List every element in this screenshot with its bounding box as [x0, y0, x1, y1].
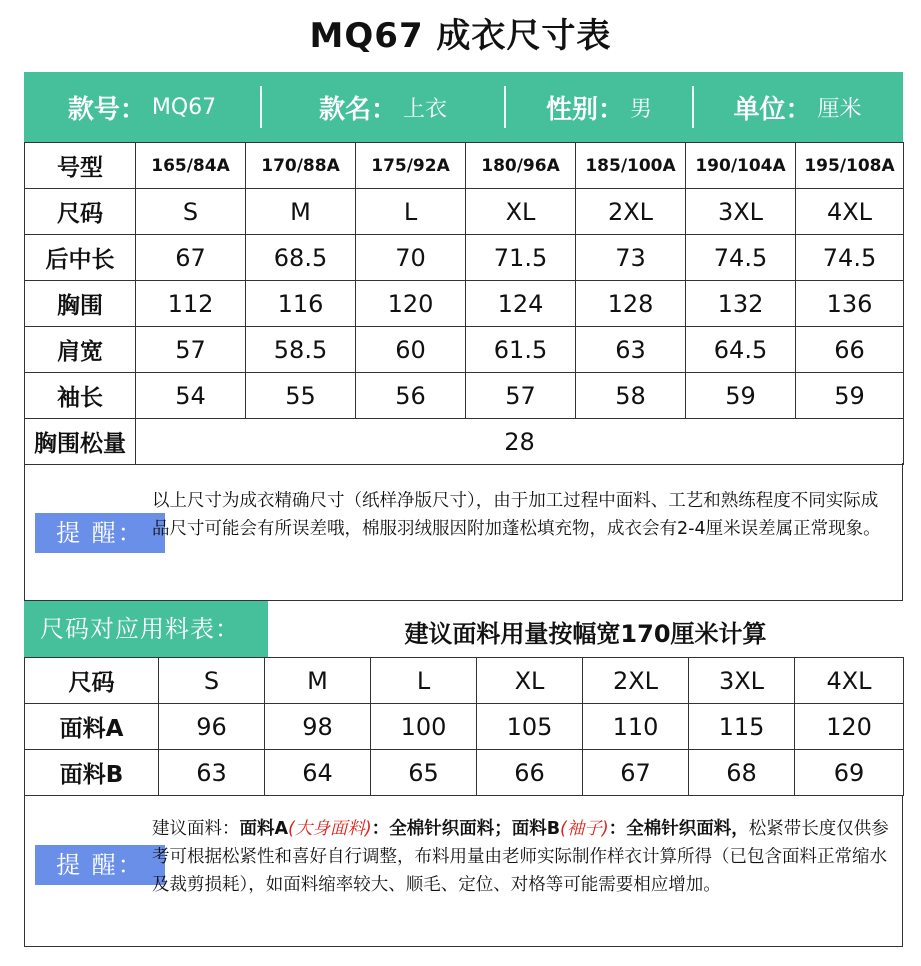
- reminder-box: [24, 463, 903, 601]
- size-cell: 74.5: [796, 235, 904, 281]
- fabric-section-tab: 尺码对应用料表：: [24, 601, 268, 657]
- fabric-cell: XL: [477, 658, 583, 704]
- fabric-reminder-tag: 提 醒：: [35, 845, 165, 885]
- unit-value: 厘米: [817, 96, 862, 122]
- size-cell: 66: [796, 327, 904, 373]
- size-cell: S: [136, 189, 246, 235]
- fabric-reminder-box: [24, 795, 903, 947]
- fabric-cell: 66: [477, 750, 583, 796]
- size-cell: 3XL: [686, 189, 796, 235]
- size-row: [25, 235, 904, 281]
- size-cell: 190/104A: [686, 143, 796, 189]
- size-cell: 116: [246, 281, 356, 327]
- size-cell: 67: [136, 235, 246, 281]
- style-name: [262, 72, 504, 142]
- fabric-reminder-text: [152, 815, 892, 899]
- size-row-label: 尺码: [25, 189, 136, 235]
- size-cell: 61.5: [466, 327, 576, 373]
- fabric-row: [25, 750, 904, 796]
- size-cell: 132: [686, 281, 796, 327]
- size-cell: 120: [356, 281, 466, 327]
- size-cell: 112: [136, 281, 246, 327]
- size-cell: 56: [356, 373, 466, 419]
- size-row-label: 后中长: [25, 235, 136, 281]
- page-title: MQ67 成衣尺寸表: [309, 16, 612, 56]
- fabric-b-name: 面料B: [511, 819, 561, 839]
- header-divider: [692, 86, 694, 128]
- fabric-cell: 120: [795, 704, 904, 750]
- fabric-cell: 68: [689, 750, 795, 796]
- fabric-cell: 4XL: [795, 658, 904, 704]
- size-row: [25, 327, 904, 373]
- header-divider: [260, 86, 262, 128]
- fabric-row-label: 尺码: [25, 658, 159, 704]
- size-row: [25, 373, 904, 419]
- size-table: [24, 142, 904, 465]
- gender-label: 性别：: [545, 94, 624, 125]
- size-row-label: 号型: [25, 143, 136, 189]
- chest-ease-value: 28: [136, 419, 904, 465]
- style-name-value: 上衣: [403, 96, 448, 122]
- fabric-b-desc: ：全棉针织面料，: [608, 819, 749, 839]
- fabric-usage-table: [24, 657, 904, 796]
- size-row-label: 肩宽: [25, 327, 136, 373]
- size-cell: XL: [466, 189, 576, 235]
- info-header-band: [24, 72, 903, 142]
- size-cell: 63: [576, 327, 686, 373]
- fabric-cell: 105: [477, 704, 583, 750]
- fabric-cell: 98: [265, 704, 371, 750]
- size-cell: 185/100A: [576, 143, 686, 189]
- size-row-label: 胸围: [25, 281, 136, 327]
- size-cell: 136: [796, 281, 904, 327]
- size-cell: L: [356, 189, 466, 235]
- fabric-width-suggestion: 建议面料用量按幅宽170厘米计算: [404, 620, 767, 648]
- fabric-cell: 3XL: [689, 658, 795, 704]
- unit-label: 单位：: [733, 94, 812, 125]
- fabric-cell: 100: [371, 704, 477, 750]
- fabric-cell: 110: [583, 704, 689, 750]
- size-row: [25, 143, 904, 189]
- fabric-intro: 建议面料：: [152, 819, 240, 839]
- fabric-row-label: 面料A: [25, 704, 159, 750]
- size-row: [25, 189, 904, 235]
- size-row-label: 袖长: [25, 373, 136, 419]
- style-number-label: 款号：: [67, 94, 146, 125]
- gender: [506, 72, 692, 142]
- size-cell: 57: [466, 373, 576, 419]
- gender-value: 男: [630, 96, 653, 122]
- fabric-cell: 67: [583, 750, 689, 796]
- unit: [694, 72, 901, 142]
- header-divider: [504, 86, 506, 128]
- chest-ease-label: 胸围松量: [25, 419, 136, 465]
- size-cell: 180/96A: [466, 143, 576, 189]
- fabric-cell: 63: [159, 750, 265, 796]
- fabric-note-rest: 松紧带长度仅供参考可根据松紧性和喜好自行调整，布料用量由老师实际制作样衣计算所得（已包含面料正常缩水及裁剪损耗），如面料缩率较大、顺毛、定位、对格等可能需要相应增加。: [152, 819, 889, 895]
- fabric-b-part: (袖子): [560, 819, 609, 839]
- style-number-value: MQ67: [151, 94, 217, 120]
- size-cell: 57: [136, 327, 246, 373]
- size-cell: 64.5: [686, 327, 796, 373]
- size-cell: 4XL: [796, 189, 904, 235]
- style-name-label: 款名：: [318, 94, 397, 125]
- fabric-cell: 69: [795, 750, 904, 796]
- size-cell: 128: [576, 281, 686, 327]
- size-cell: M: [246, 189, 356, 235]
- size-cell: 175/92A: [356, 143, 466, 189]
- fabric-a-part: (大身面料): [288, 819, 372, 839]
- size-cell: 74.5: [686, 235, 796, 281]
- size-cell: 58.5: [246, 327, 356, 373]
- chest-ease-row: [25, 419, 904, 465]
- size-cell: 59: [796, 373, 904, 419]
- fabric-cell: 65: [371, 750, 477, 796]
- fabric-cell: 115: [689, 704, 795, 750]
- size-cell: 60: [356, 327, 466, 373]
- fabric-cell: 96: [159, 704, 265, 750]
- fabric-a-desc: ：全棉针织面料；: [371, 819, 512, 839]
- size-cell: 54: [136, 373, 246, 419]
- fabric-a-name: 面料A: [239, 819, 289, 839]
- size-cell: 73: [576, 235, 686, 281]
- reminder-tag: 提 醒：: [35, 513, 165, 553]
- fabric-cell: M: [265, 658, 371, 704]
- fabric-cell: 2XL: [583, 658, 689, 704]
- size-cell: 59: [686, 373, 796, 419]
- reminder-text: 以上尺寸为成衣精确尺寸（纸样净版尺寸），由于加工过程中面料、工艺和熟练程度不同实际成品尺寸可能会有所误差哦，棉服羽绒服因附加蓬松填充物，成衣会有2-4厘米误差属正常现象。: [152, 491, 881, 539]
- fabric-cell: 64: [265, 750, 371, 796]
- fabric-cell: S: [159, 658, 265, 704]
- fabric-row-label: 面料B: [25, 750, 159, 796]
- size-cell: 195/108A: [796, 143, 904, 189]
- size-cell: 70: [356, 235, 466, 281]
- size-cell: 2XL: [576, 189, 686, 235]
- size-cell: 68.5: [246, 235, 356, 281]
- fabric-row: [25, 704, 904, 750]
- fabric-row: [25, 658, 904, 704]
- size-cell: 58: [576, 373, 686, 419]
- fabric-cell: L: [371, 658, 477, 704]
- size-cell: 71.5: [466, 235, 576, 281]
- size-cell: 165/84A: [136, 143, 246, 189]
- size-cell: 124: [466, 281, 576, 327]
- size-cell: 170/88A: [246, 143, 356, 189]
- size-row: [25, 281, 904, 327]
- style-number: [24, 72, 260, 142]
- size-cell: 55: [246, 373, 356, 419]
